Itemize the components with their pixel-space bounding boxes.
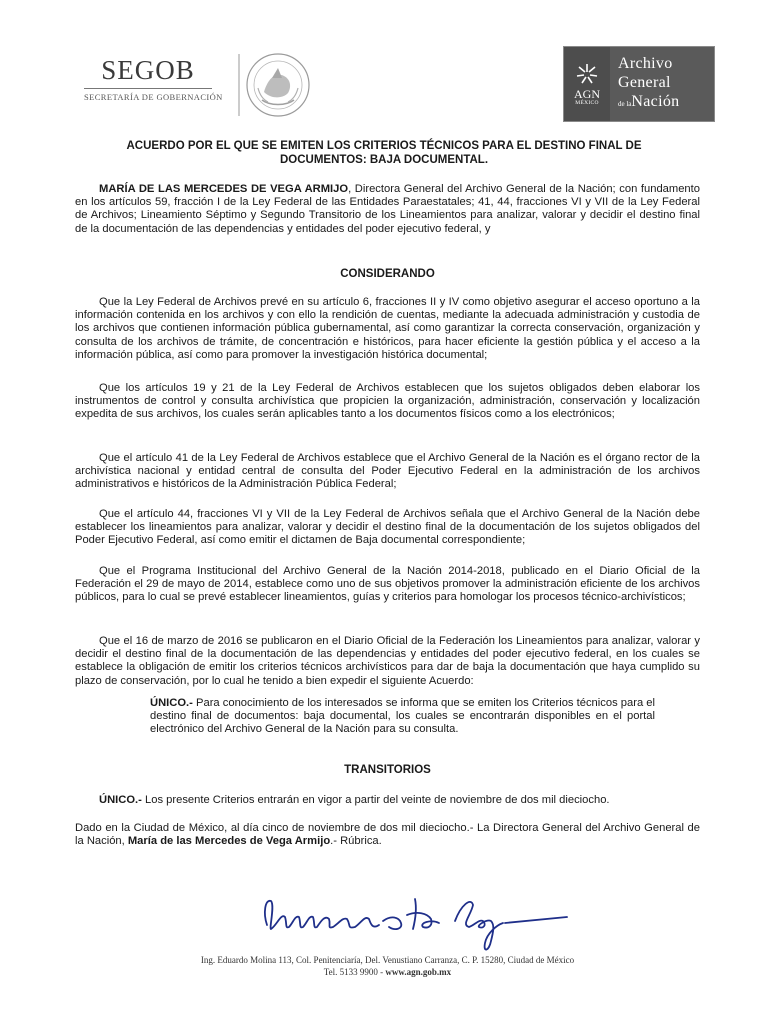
agn-line-archivo: Archivo bbox=[618, 55, 673, 72]
acuerdo-unico bbox=[150, 697, 655, 737]
agn-emblem-icon bbox=[574, 62, 600, 86]
agn-line-nacion bbox=[618, 92, 714, 114]
dado-paragraph bbox=[75, 822, 700, 848]
agn-logo bbox=[563, 46, 715, 122]
considerando-paragraph-4: Que el artículo 44, fracciones VI y VII de la Ley Federal de Archivos señala que el Archivo General de la Nación debe establecer los lineamientos para analizar, valorar y decidir el destino final de la documentación de los sujetos obligados del Poder Ejecutivo Federal, así como emitir el dictamen de Baja documental correspondiente; bbox=[75, 508, 700, 547]
footer-contact bbox=[75, 966, 700, 978]
footer-address: Ing. Eduardo Molina 113, Col. Penitenciaría, Del. Venustiano Carranza, C. P. 15280, Ciudad de México bbox=[200, 955, 575, 965]
intro-text: , Directora General del Archivo General de la Nación; con fundamento en los artículos 59, fracción I de la Ley Federal de las Entidades Paraestatales; 41, 44, fracciones VI y VII de la Ley Federal de Archivos; Lineamiento Séptimo y Segundo Transitorio de los Lineamientos para analizar, valorar y decidir el destino final de la documentación de las dependencias y entidades del poder ejecutivo federal, y bbox=[75, 183, 700, 235]
issuer-name: MARÍA DE LAS MERCEDES DE VEGA ARMIJO bbox=[99, 183, 349, 195]
acuerdo-unico-text: Para conocimiento de los interesados se informa que se emiten los Criterios técnicos para el destino final de documentos: baja documental, los cuales se encontrarán disponibles en el portal electrónico del Archivo General de la Nación para su consulta. bbox=[150, 697, 655, 736]
agn-line-dela: de la bbox=[618, 100, 632, 108]
segob-subtitle: SECRETARÍA DE GOBERNACIÓN bbox=[84, 92, 223, 102]
dado-end: .- Rúbrica. bbox=[330, 835, 382, 848]
transitorio-unico-label: ÚNICO.- bbox=[99, 794, 142, 806]
dado-text: Dado en la Ciudad de México, al día cinco de noviembre de dos mil dieciocho.- La Directora General del Archivo General de la Nación, bbox=[75, 822, 700, 848]
footer-phone: Tel. 5133 9900 - bbox=[323, 967, 386, 977]
considerando-paragraph-1: Que la Ley Federal de Archivos prevé en su artículo 6, fracciones II y IV como objetivo asegurar el acceso oportuno a la información contenida en los archivos y con ello la rendición de cuentas, mediante la adecuada administración y custodia de los archivos que contienen información pública gubernamental, así como garantizar la correcta conservación, organización y consulta de los archivos de trámite, de concentración e históricos, para hacer eficiente la gestión pública y el acceso a la información pública, así como para promover la investigación histórica documental; bbox=[75, 296, 700, 361]
considerando-paragraph-5: Que el Programa Institucional del Archivo General de la Nación 2014-2018, publicado en el Diario Oficial de la Federación el 29 de mayo de 2014, establece como uno de sus objetivos promover la administración eficiente de los archivos públicos, para lo cual se prevé establecer lineamientos, guías y criterios para homologar los procesos técnico-archivísticos; bbox=[75, 565, 700, 604]
agn-line-general: General bbox=[618, 74, 671, 91]
page-footer bbox=[75, 954, 700, 978]
document-title bbox=[90, 139, 678, 167]
agn-abbreviation: AGN bbox=[574, 87, 600, 101]
agn-country: MÉXICO bbox=[575, 100, 599, 106]
letterhead bbox=[0, 0, 768, 130]
signatory-name: María de las Mercedes de Vega Armijo bbox=[127, 835, 331, 848]
agn-line-nacion-word: Nación bbox=[631, 93, 680, 110]
segob-divider bbox=[84, 88, 212, 89]
transitorio-unico-text: Los presente Criterios entrarán en vigor a partir del veinte de noviembre de dos mil dieciocho. bbox=[141, 794, 610, 806]
intro-paragraph bbox=[75, 183, 700, 236]
segob-logo bbox=[84, 55, 234, 102]
footer-website-link[interactable]: www.agn.gob.mx bbox=[385, 967, 452, 977]
transitorio-unico bbox=[75, 794, 700, 807]
segob-name: SEGOB bbox=[101, 55, 195, 85]
transitorios-heading: TRANSITORIOS bbox=[344, 764, 431, 776]
agn-mark bbox=[564, 47, 610, 121]
agn-wordmark bbox=[610, 47, 714, 121]
title-line-1: ACUERDO POR EL QUE SE EMITEN LOS CRITERIOS TÉCNICOS PARA EL DESTINO FINAL DE bbox=[126, 140, 642, 152]
mexico-coat-of-arms-seal bbox=[238, 48, 312, 122]
handwritten-signature bbox=[255, 885, 575, 957]
considerando-heading: CONSIDERANDO bbox=[340, 268, 435, 280]
considerando-paragraph-3: Que el artículo 41 de la Ley Federal de Archivos establece que el Archivo General de la Nación es el órgano rector de la archivística nacional y entidad central de consulta del Poder Ejecutivo Federal en la administración de los archivos administrativos e históricos de la Administración Pública Federal; bbox=[75, 452, 700, 491]
title-line-2: DOCUMENTOS: BAJA DOCUMENTAL. bbox=[279, 154, 489, 166]
considerando-paragraph-6: Que el 16 de marzo de 2016 se publicaron en el Diario Oficial de la Federación los Lineamientos para analizar, valorar y decidir el destino final de la documentación de las dependencias y entidades del poder ejecutivo federal, en los cuales se establece la obligación de emitir los criterios técnicos archivísticos para dar de baja la documentación que haya cumplido su plazo de conservación, por lo cual he tenido a bien expedir el siguiente Acuerdo: bbox=[75, 635, 700, 687]
considerando-paragraph-2: Que los artículos 19 y 21 de la Ley Federal de Archivos establecen que los sujetos obligados deben elaborar los instrumentos de control y consulta archivística que propicien la organización, administración, conservación y localización expedita de sus archivos, los cuales serán aplicables tanto a los documentos físicos como a los electrónicos; bbox=[75, 382, 700, 421]
acuerdo-unico-label: ÚNICO.- bbox=[150, 697, 193, 709]
